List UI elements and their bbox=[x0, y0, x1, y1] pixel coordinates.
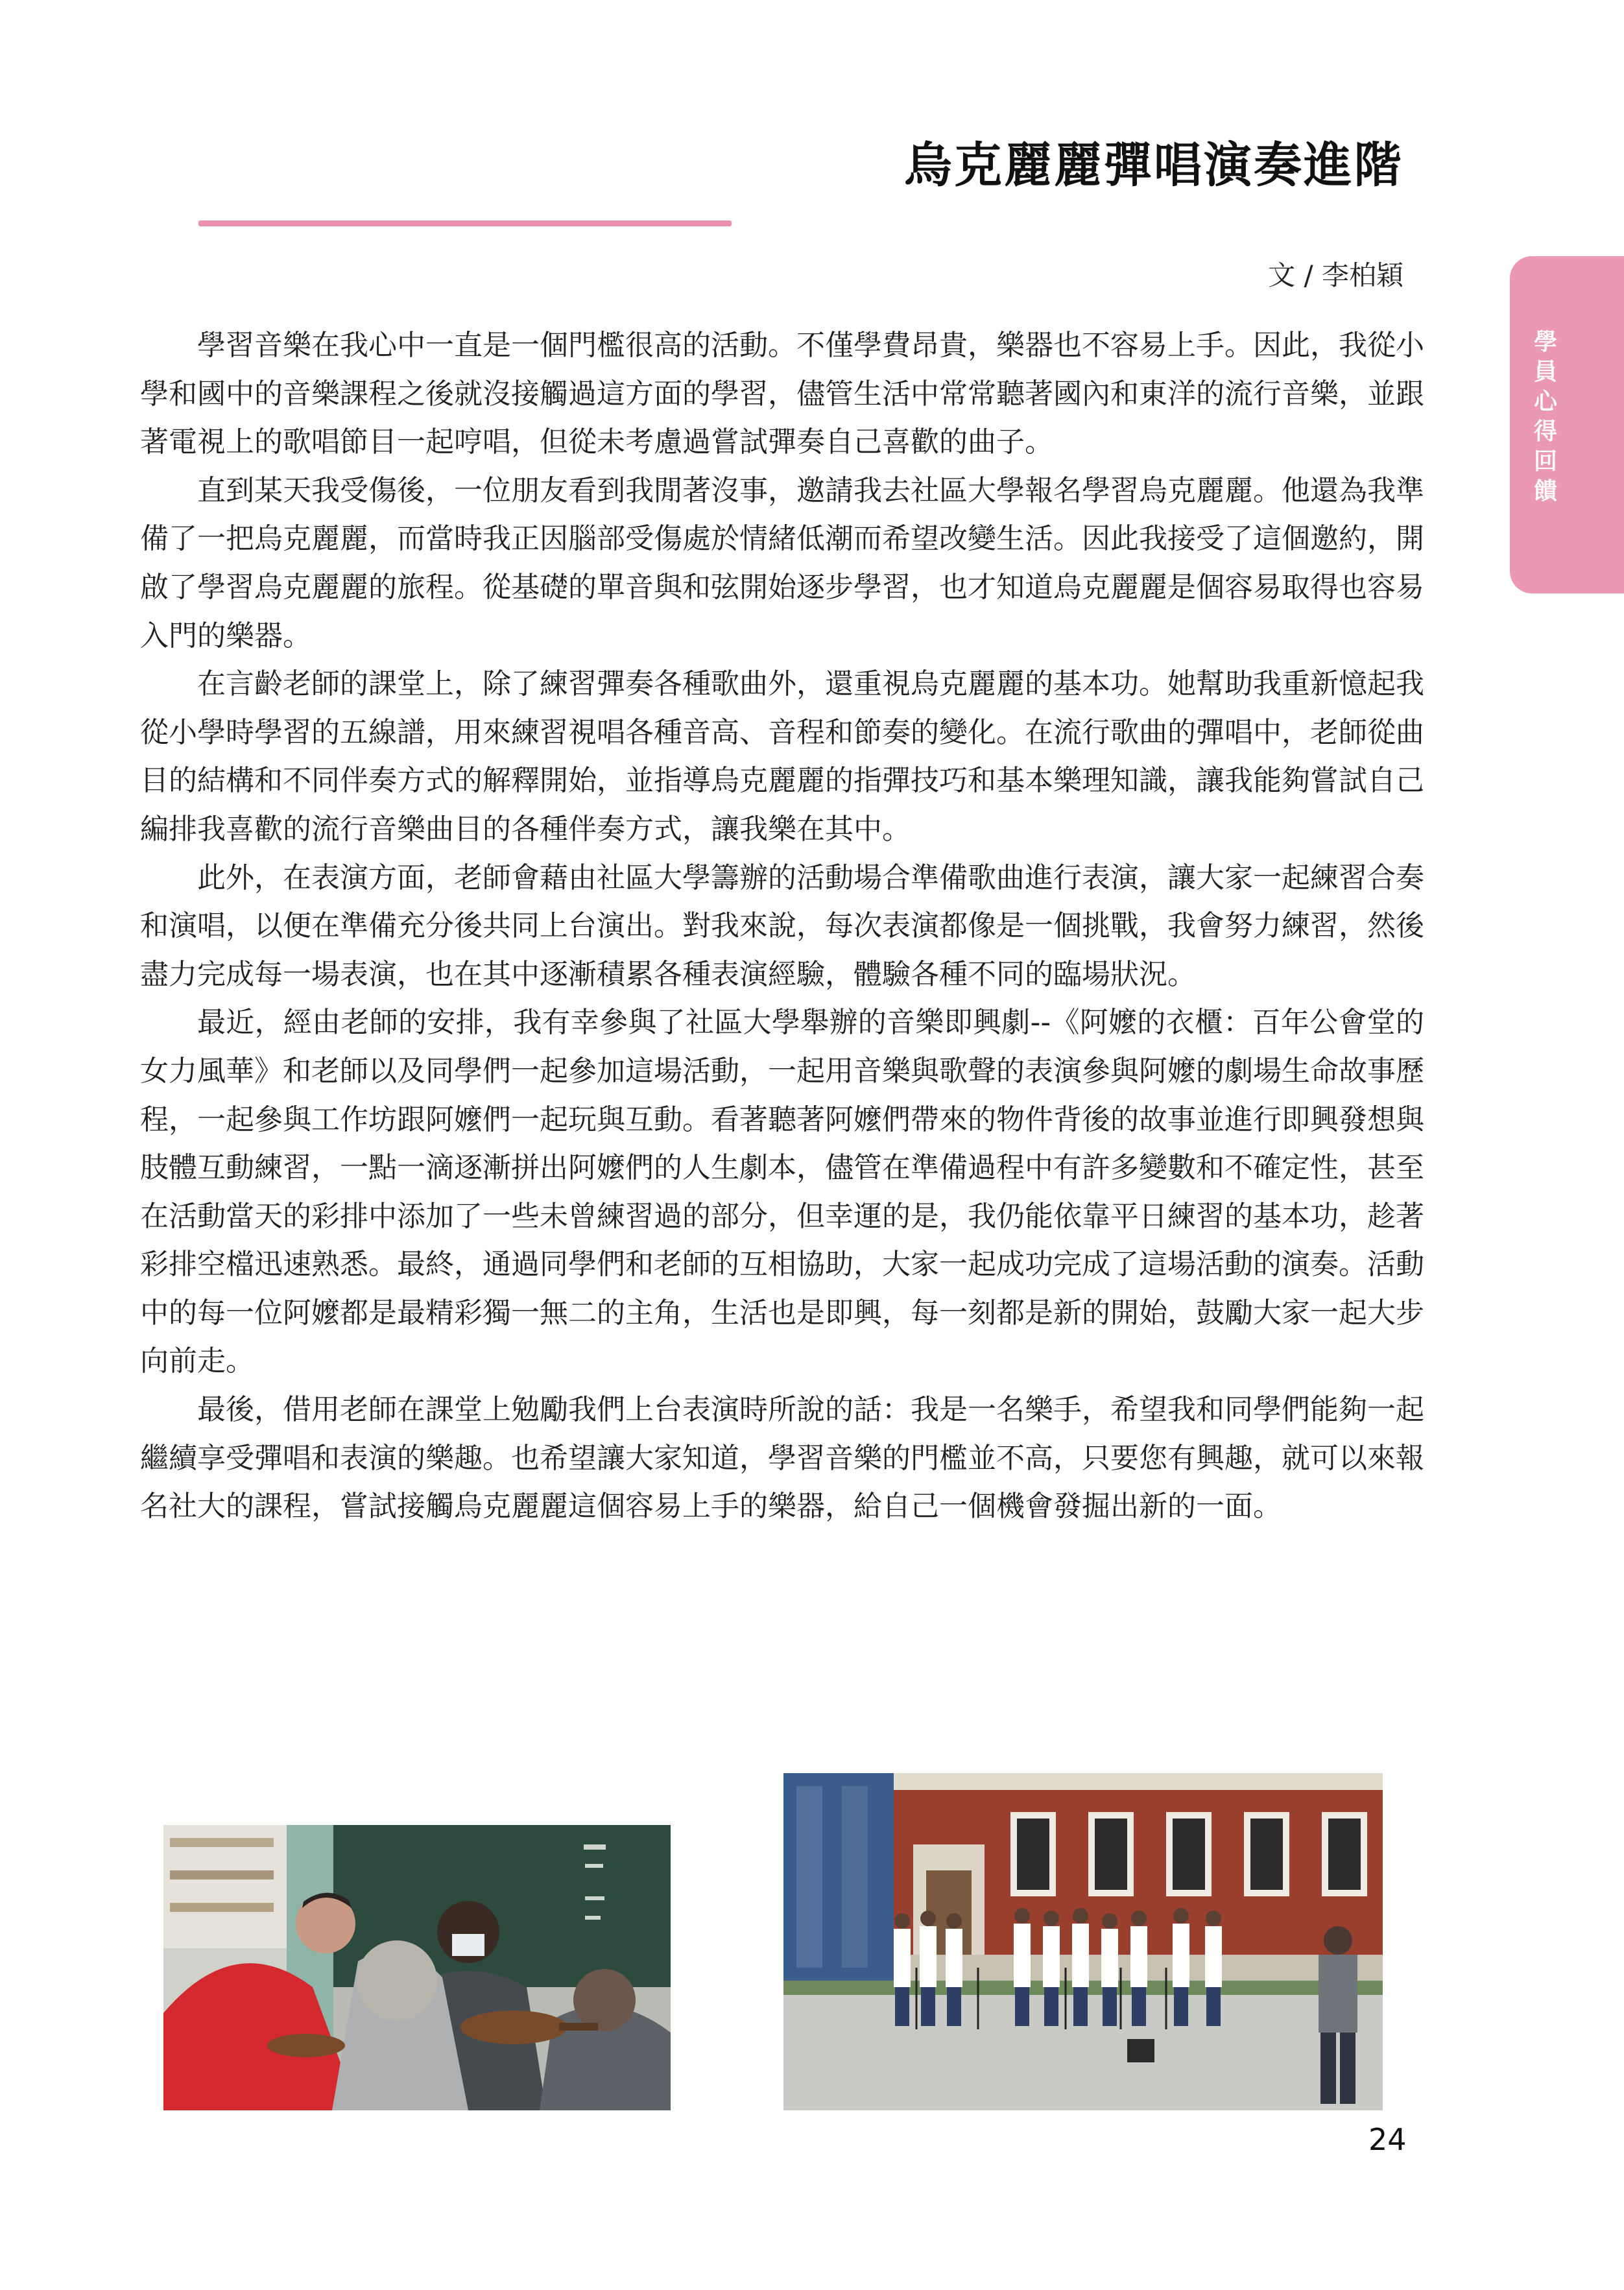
paragraph: 學習音樂在我心中一直是一個門檻很高的活動。不僅學費昂貴，樂器也不容易上手。因此，我從小學和國中的音樂課程之後就沒接觸過這方面的學習，儘管生活中常常聽著國內和東洋的流行音樂，並跟著電視上的歌唱節目一起哼唱，但從未考慮過嘗試彈奏自己喜歡的曲子。 bbox=[140, 329, 1424, 459]
section-tab bbox=[1510, 256, 1624, 593]
article-title: 烏克麗麗彈唱演奏進階 bbox=[904, 137, 1403, 193]
classroom-photo bbox=[163, 1825, 671, 2110]
section-tab-label: 學員心得回饋 bbox=[1533, 329, 1557, 505]
title-underline bbox=[198, 221, 732, 226]
paragraph: 最近，經由老師的安排，我有幸參與了社區大學舉辦的音樂即興劇--《阿嬤的衣櫃：百年公會堂的女力風華》和老師以及同學們一起參加這場活動，一起用音樂與歌聲的表演參與阿嬤的劇場生命故事歷程，一起參與工作坊跟阿嬤們一起玩與互動。看著聽著阿嬤們帶來的物件背後的故事並進行即興發想與肢體互動練習，一點一滴逐漸拼出阿嬤們的人生劇本，儘管在準備過程中有許多變數和不確定性，甚至在活動當天的彩排中添加了一些未曾練習過的部分，但幸運的是，我仍能依靠平日練習的基本功，趁著彩排空檔迅速熟悉。最終，通過同學們和老師的互相協助，大家一起成功完成了這場活動的演奏。活動中的每一位阿嬤都是最精彩獨一無二的主角，生活也是即興，每一刻都是新的開始，鼓勵大家一起大步向前走。 bbox=[140, 1006, 1424, 1378]
paragraph: 此外，在表演方面，老師會藉由社區大學籌辦的活動場合準備歌曲進行表演，讓大家一起練習合奏和演唱，以便在準備充分後共同上台演出。對我來說，每次表演都像是一個挑戰，我會努力練習，然後盡力完成每一場表演，也在其中逐漸積累各種表演經驗，體驗各種不同的臨場狀況。 bbox=[140, 861, 1424, 991]
performance-photo bbox=[783, 1773, 1383, 2110]
paragraph: 最後，借用老師在課堂上勉勵我們上台表演時所說的話：我是一名樂手，希望我和同學們能夠一起繼續享受彈唱和表演的樂趣。也希望讓大家知道，學習音樂的門檻並不高，只要您有興趣，就可以來報名社大的課程，嘗試接觸烏克麗麗這個容易上手的樂器，給自己一個機會發掘出新的一面。 bbox=[140, 1393, 1424, 1523]
author-byline: 文 / 李柏穎 bbox=[1268, 259, 1403, 291]
page-number: 24 bbox=[1368, 2122, 1407, 2157]
paragraph: 直到某天我受傷後，一位朋友看到我閒著沒事，邀請我去社區大學報名學習烏克麗麗。他還為我準備了一把烏克麗麗，而當時我正因腦部受傷處於情緒低潮而希望改變生活。因此我接受了這個邀約，開啟了學習烏克麗麗的旅程。從基礎的單音與和弦開始逐步學習，也才知道烏克麗麗是個容易取得也容易入門的樂器。 bbox=[140, 473, 1424, 652]
article-body bbox=[140, 322, 1424, 1531]
paragraph: 在言齡老師的課堂上，除了練習彈奏各種歌曲外，還重視烏克麗麗的基本功。她幫助我重新憶起我從小學時學習的五線譜，用來練習視唱各種音高、音程和節奏的變化。在流行歌曲的彈唱中，老師從曲目的結構和不同伴奏方式的解釋開始，並指導烏克麗麗的指彈技巧和基本樂理知識，讓我能夠嘗試自己編排我喜歡的流行音樂曲目的各種伴奏方式，讓我樂在其中。 bbox=[140, 667, 1424, 846]
